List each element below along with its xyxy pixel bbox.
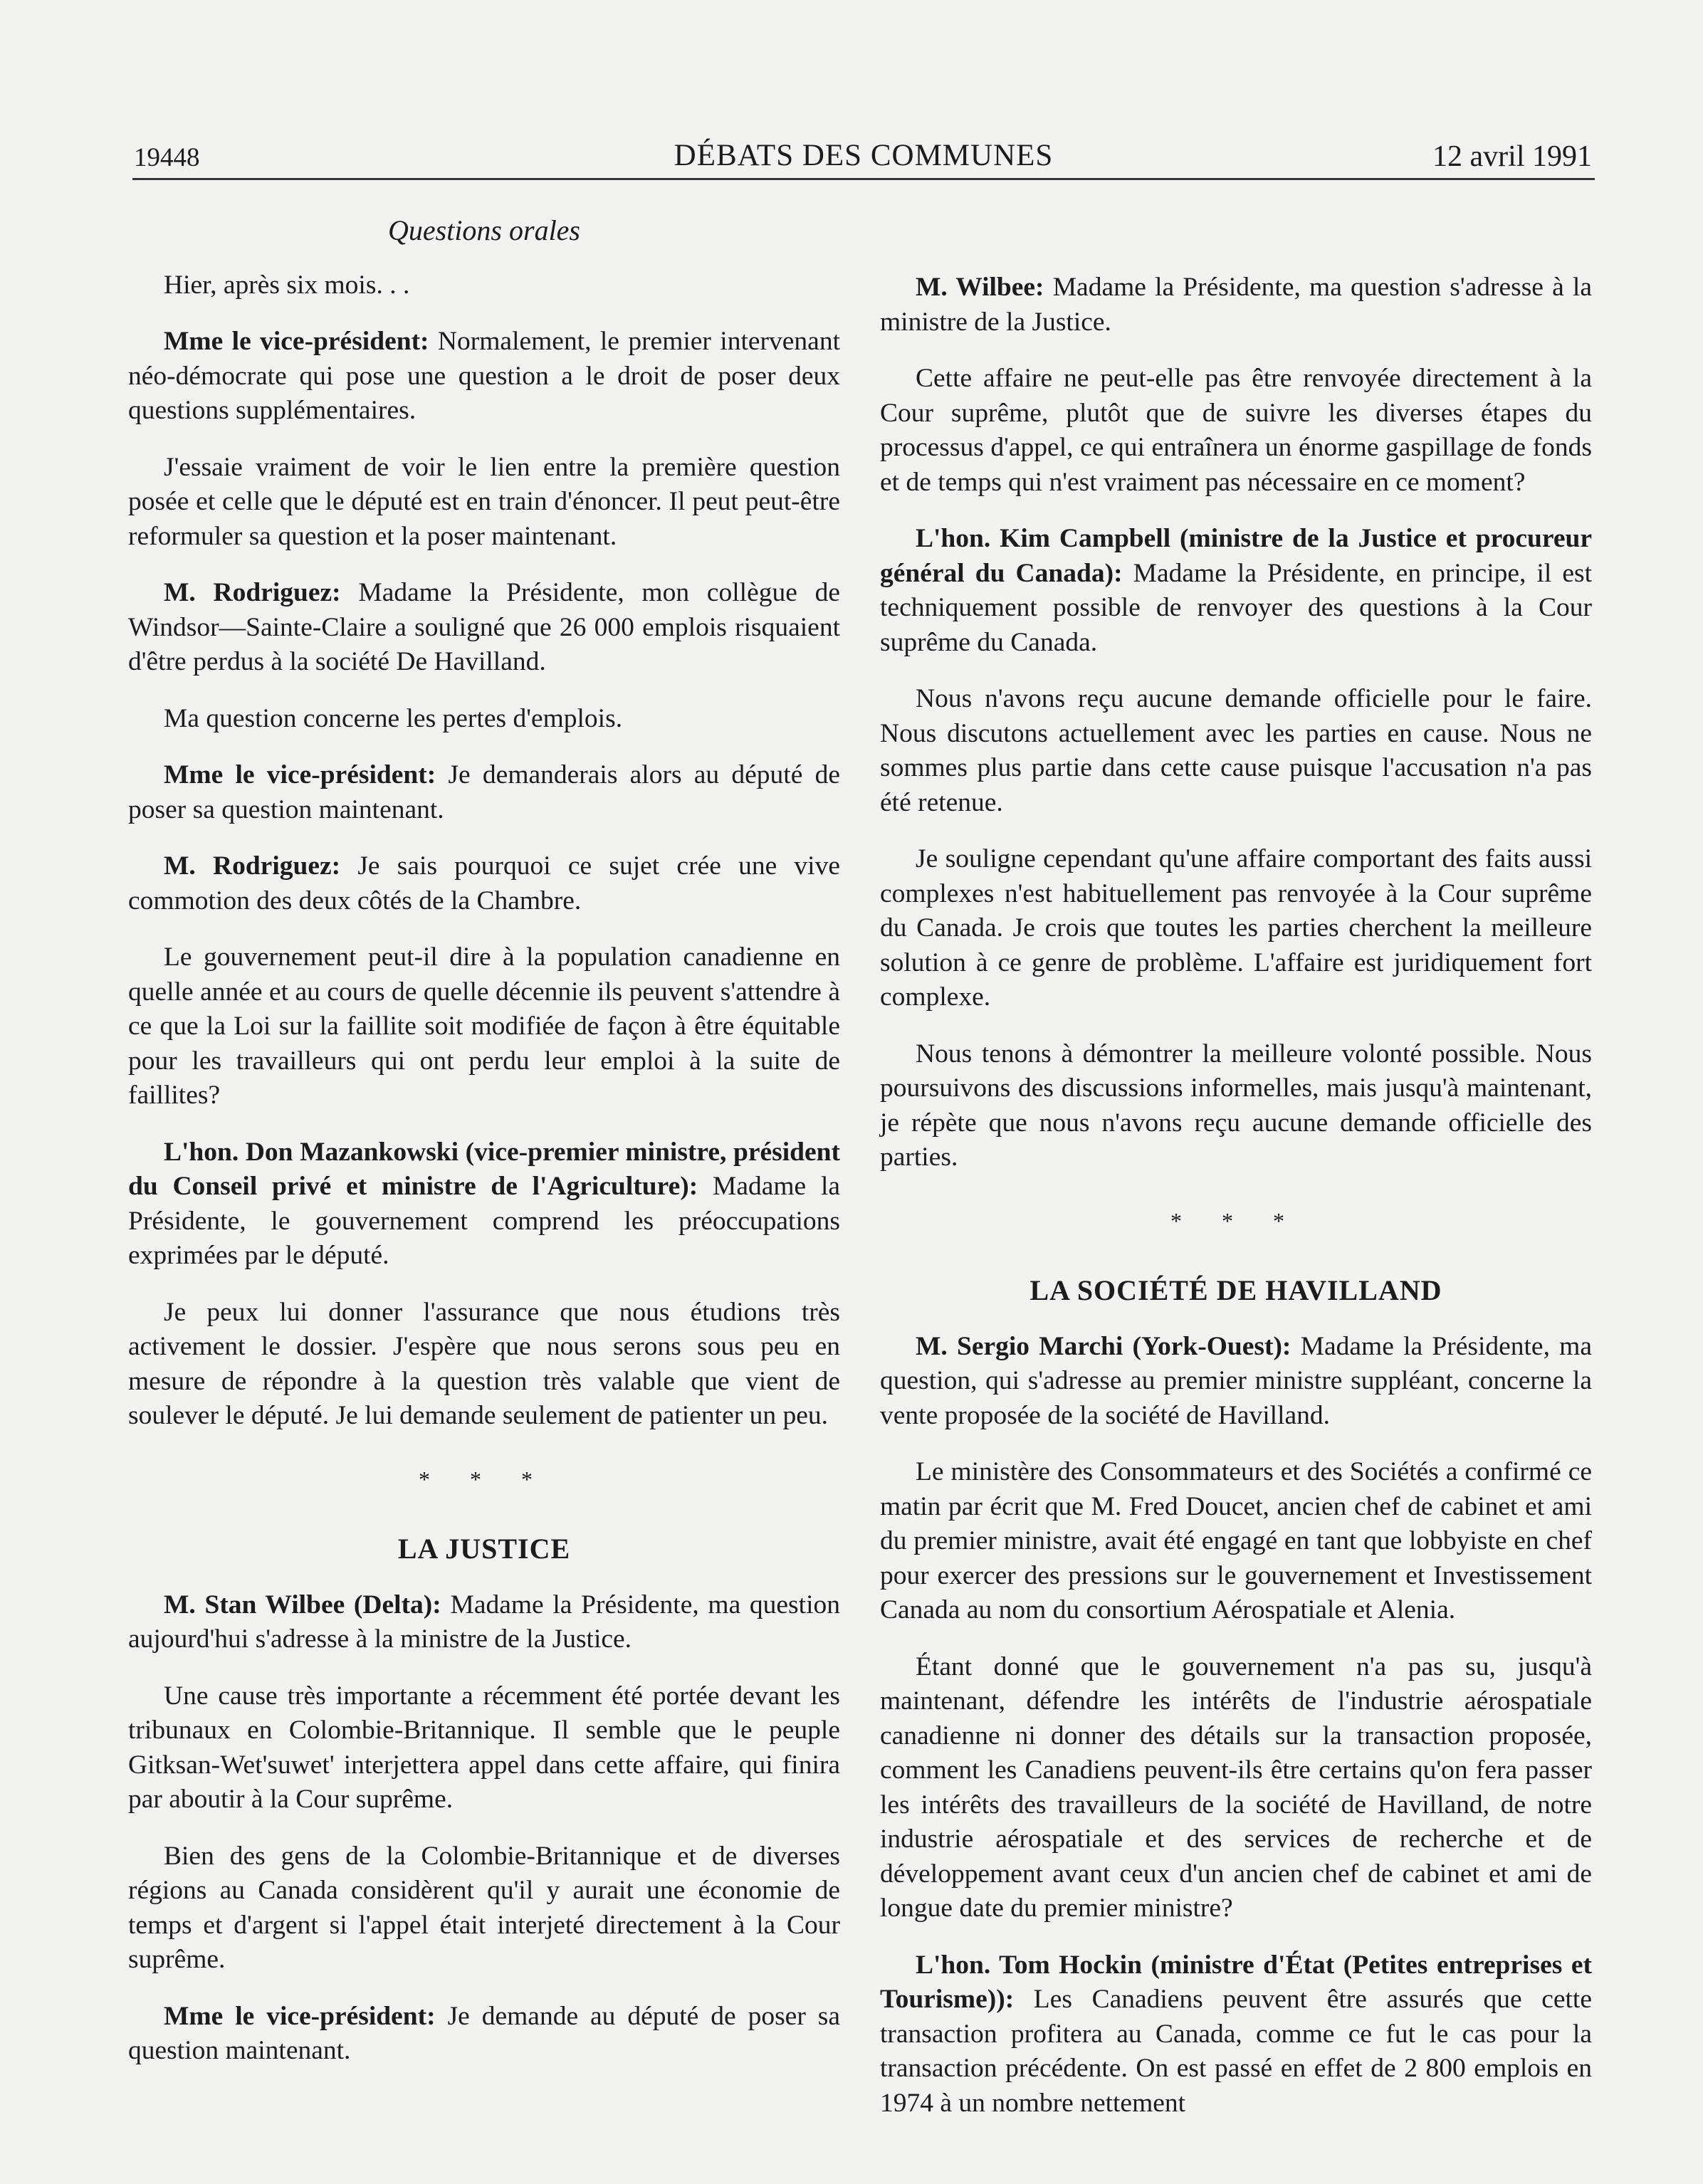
speech-text: Normalement, le premier intervenant néo-démocrate qui pose une question a le droit de poser deux questions supplémentaires. [128,327,840,425]
paragraph [128,849,840,918]
speaker-name: M. Sergio Marchi (York-Ouest): [916,1331,1291,1361]
paragraph [880,522,1592,660]
left-column [128,214,840,2091]
section-separator: * * * [1170,1207,1301,1234]
speaker-name: Mme le vice-président: [164,2001,436,2031]
speaker-name: L'hon. Kim Campbell (ministre de la Justice et procureur général du Canada): [880,524,1592,588]
paragraph: J'essaie vraiment de voir le lien entre la première question posée et celle que le député est en train d'énoncer. Il peut peut-être reformuler sa question et la poser maintenant. [128,452,840,551]
publication-title: DÉBATS DES COMMUNES [674,139,1054,172]
page-number: 19448 [134,143,200,172]
section-heading: LA JUSTICE [397,1533,571,1565]
paragraph [128,1135,840,1274]
paragraph: Ma question concerne les pertes d'emplois. [164,703,623,733]
paragraph: Cette affaire ne peut-elle pas être renvoyée directement à la Cour suprême, plutôt que de suivre les diverses étapes du processus d'appel, ce qui entraînera un énorme gaspillage de fonds et de temps qui n'est vraiment pas nécessaire en ce moment? [880,364,1592,497]
speech-text: Je demande au député de poser sa question maintenant. [128,2001,840,2065]
speech-text: Madame la Présidente, ma question, qui s'adresse au premier ministre suppléant, concerne la vente proposée de la société de Havilland. [880,1331,1592,1430]
speech-text: Madame la Présidente, mon collègue de Windsor—Sainte-Claire a souligné que 26 000 emplois risquaient d'être perdus à la société De Havilland. [128,578,840,676]
paragraph: Étant donné que le gouvernement n'a pas su, jusqu'à maintenant, défendre les intérêts de l'industrie aérospatiale canadienne ni donner des détails sur la transaction proposée, comment les Canadiens peuvent-ils être certains qu'on fera passer les intérêts des travailleurs de la société de Havilland, de notre industrie aérospatiale et des services de recherche et de développement avant ceux d'un ancien chef de cabinet et ami de longue date du premier ministre? [880,1652,1592,1923]
publication-date: 12 avril 1991 [1432,140,1592,173]
paragraph [128,325,840,429]
speaker-name: M. Wilbee: [916,273,1044,302]
paragraph [128,2000,840,2069]
paragraph: Le gouvernement peut-il dire à la population canadienne en quelle année et au cours de quelle décennie ils peuvent s'attendre à ce que la Loi sur la faillite soit modifiée de façon à être équitable pour les travailleurs qui ont perdu leur emploi à la suite de faillites? [128,943,840,1110]
speech-text: Madame la Présidente, ma question aujourd'hui s'adresse à la ministre de la Justice. [128,1590,840,1654]
section-subtitle: Questions orales [388,214,580,246]
paragraph: Je peux lui donner l'assurance que nous étudions très activement le dossier. J'espère que nous serons sous peu en mesure de répondre à la question très valable que vient de soulever le député. Je lui demande seulement de patienter un peu. [128,1297,840,1430]
paragraph: Bien des gens de la Colombie-Britannique et de diverses régions au Canada considèrent qu'il y aurait une économie de temps et d'argent si l'appel était interjeté directement à la Cour suprême. [128,1841,840,1974]
paragraph: Le ministère des Consommateurs et des Sociétés a confirmé ce matin par écrit que M. Fred Doucet, ancien chef de cabinet et ami du premier ministre, avait été engagé en tant que lobbyiste en chef pour exercer des pressions sur le gouvernement et Investissement Canada au nom du consortium Aérospatiale et Alenia. [880,1457,1592,1624]
paragraph [880,1948,1592,2121]
paragraph [128,576,840,680]
speech-text: Les Canadiens peuvent être assurés que cette transaction profitera au Canada, comme ce fut le cas pour la transaction précédente. On est passé en effet de 2 800 emplois en 1974 à un nombre nettement [880,1985,1592,2118]
page-header [132,139,1595,180]
paragraph: Nous tenons à démontrer la meilleure volonté possible. Nous poursuivons des discussions informelles, mais jusqu'à maintenant, je répète que nous n'avons reçu aucune demande officielle des parties. [880,1039,1592,1172]
paragraph [880,271,1592,340]
speaker-name: Mme le vice-président: [164,327,429,356]
speaker-name: M. Rodriguez: [164,851,341,881]
right-column [880,271,1592,2143]
paragraph: Nous n'avons reçu aucune demande officielle pour le faire. Nous discutons actuellement avec les parties en cause. Nous ne sommes plus partie dans cette cause puisque l'accusation n'a pas été retenue. [880,684,1592,817]
speech-text: Madame la Présidente, le gouvernement comprend les préoccupations exprimées par le député. [128,1172,841,1270]
speaker-name: M. Rodriguez: [164,578,341,607]
speech-text: Je sais pourquoi ce sujet crée une vive commotion des deux côtés de la Chambre. [128,851,840,915]
speech-text: Madame la Présidente, en principe, il est techniquement possible de renvoyer des questions à la Cour suprême du Canada. [880,558,1593,657]
speaker-name: L'hon. Tom Hockin (ministre d'État (Petites entreprises et Tourisme)): [880,1950,1592,2014]
paragraph [128,1588,840,1657]
paragraph [128,758,840,827]
speaker-name: L'hon. Don Mazankowski (vice-premier ministre, président du Conseil privé et ministre de l'Agriculture): [128,1137,840,1201]
speaker-name: Mme le vice-président: [164,760,436,789]
paragraph: Hier, après six mois. . . [164,270,410,300]
section-separator: * * * [419,1466,550,1492]
paragraph: Je souligne cependant qu'une affaire comportant des faits aussi complexes n'est habituellement pas renvoyée à la Cour suprême du Canada. Je crois que toutes les parties cherchent la meilleure solution à ce genre de problème. L'affaire est juridiquement fort complexe. [880,844,1592,1012]
section-heading: LA SOCIÉTÉ DE HAVILLAND [1029,1274,1442,1306]
speech-text: Madame la Présidente, ma question s'adresse à la ministre de la Justice. [880,273,1592,337]
paragraph: Une cause très importante a récemment été portée devant les tribunaux en Colombie-Britannique. Il semble que le peuple Gitksan-Wet'suwet' interjettera appel dans cette affaire, qui finira par aboutir à la Cour suprême. [128,1681,840,1814]
speaker-name: M. Stan Wilbee (Delta): [164,1590,441,1619]
paragraph [880,1330,1592,1434]
speech-text: Je demanderais alors au député de poser sa question maintenant. [128,760,840,824]
